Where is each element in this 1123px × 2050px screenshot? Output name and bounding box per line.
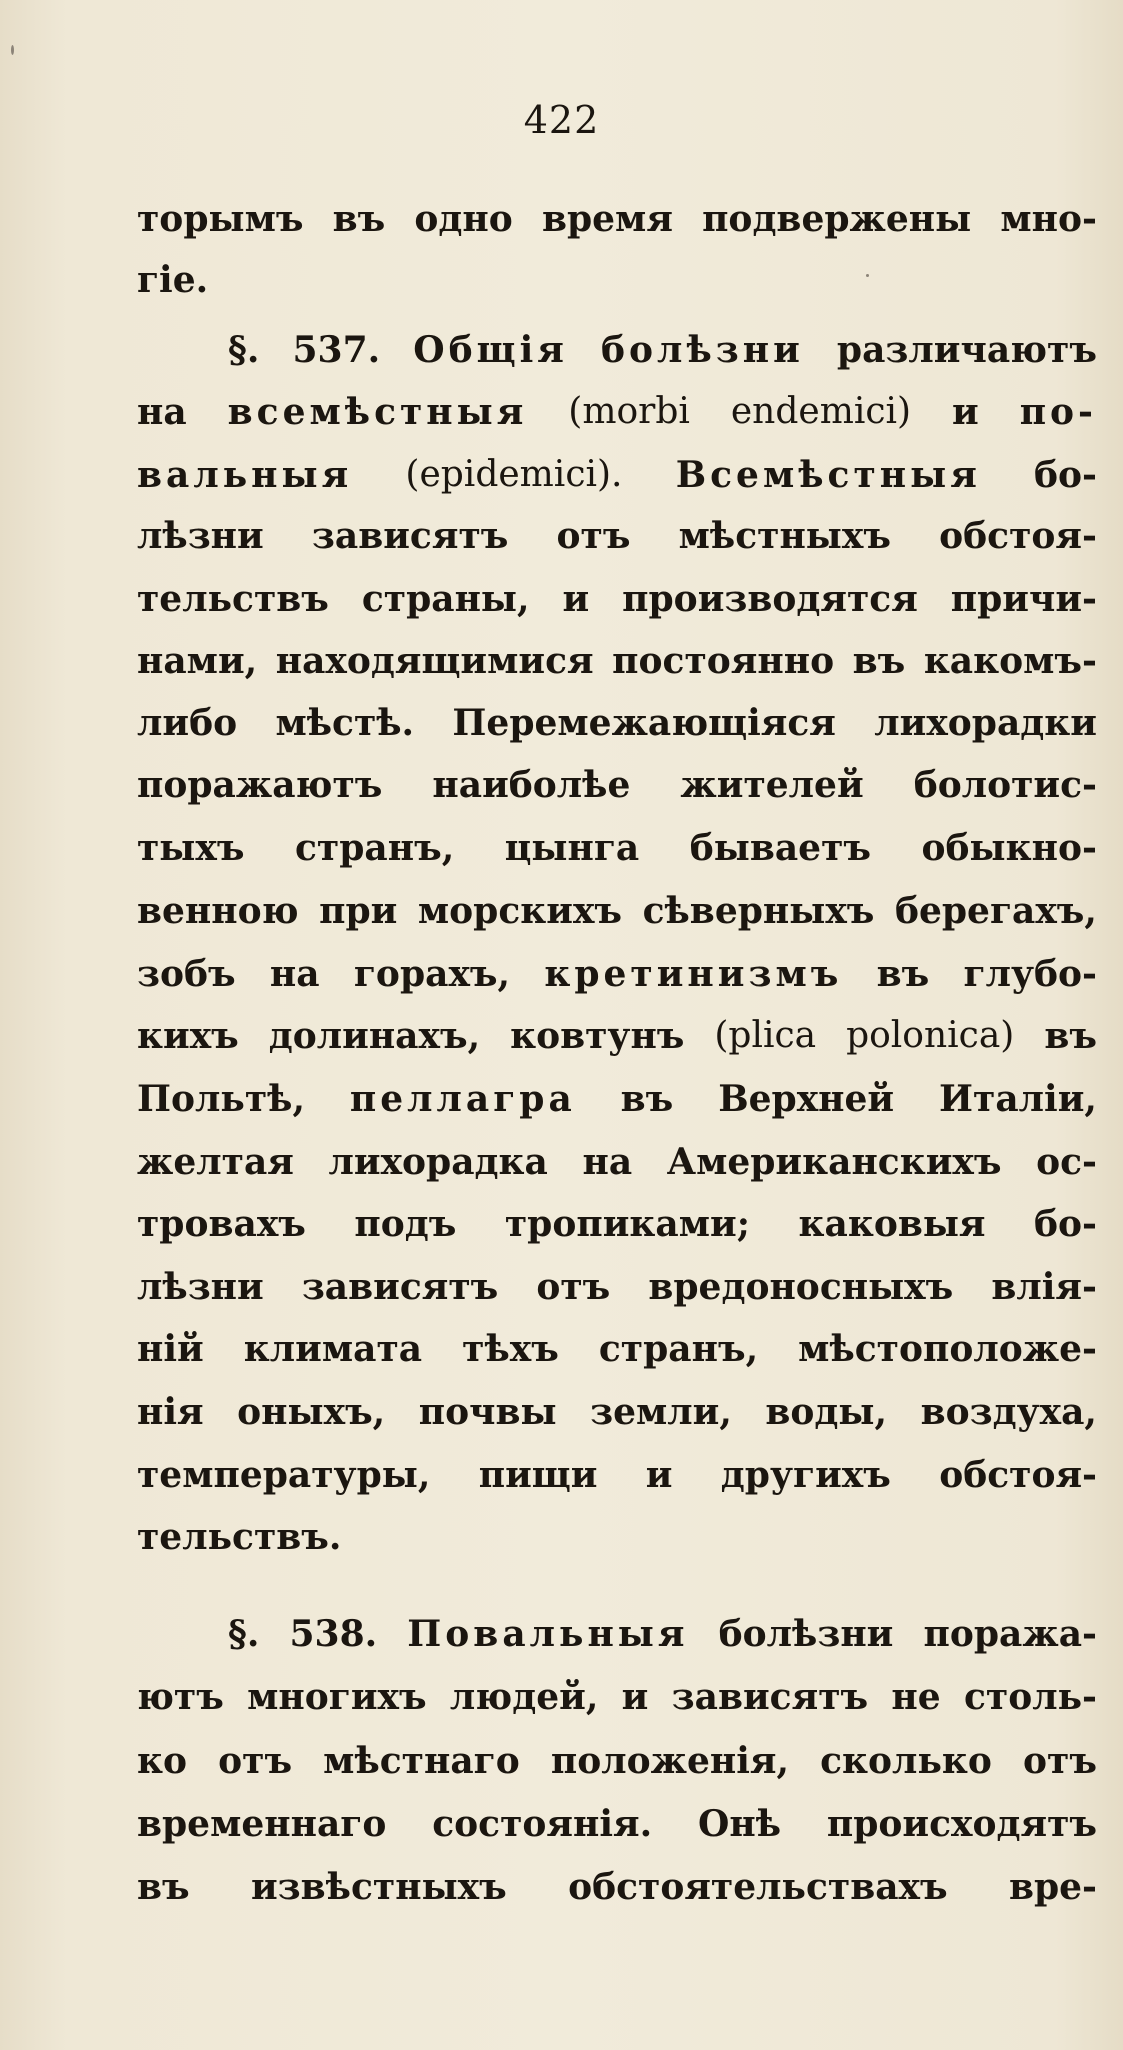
word: тропиками; [504,1203,751,1245]
word: подъ [354,1203,457,1245]
word: обстоятельствахъ [568,1866,948,1908]
text-line [137,1199,1097,1249]
word: зависятъ [311,515,509,557]
word: страны, [361,578,530,620]
text-line [137,194,1097,244]
text-line [137,823,1097,873]
paper-speck [866,274,869,277]
word: причи- [950,578,1097,620]
word: какомъ- [923,640,1097,682]
word: кихъ [137,1015,239,1057]
word: зобъ [137,953,236,995]
word: болотис- [913,764,1097,806]
word: ютъ [137,1676,224,1718]
word: производятся [622,578,918,620]
word: мѣстнаго [323,1740,520,1782]
word: время [541,198,673,240]
text-line [137,1672,1097,1722]
word: состоянія. [432,1803,653,1845]
word: пищи [478,1454,598,1496]
latin-term: (morbi [568,391,690,432]
text-line [137,636,1097,686]
text-line [137,1736,1097,1786]
text-line [137,1011,1097,1061]
word: кретинизмъ [544,953,843,995]
text-line [137,574,1097,624]
word: нами, [137,640,258,682]
text-line [137,387,1097,437]
word: торымъ [137,198,304,240]
word: на [137,391,187,433]
word: лѣзни [137,1266,264,1308]
text-line [137,1512,1097,1562]
latin-term: (plica [714,1015,817,1056]
word: Онѣ [697,1803,782,1845]
word: отъ [556,515,631,557]
word: отъ [536,1266,611,1308]
word: Польтѣ, [137,1078,305,1120]
word: и [621,1676,649,1718]
word: столь- [963,1676,1097,1718]
word: вре- [1008,1866,1097,1908]
word: болѣзни [718,1613,894,1655]
word: воды, [765,1391,888,1433]
word: странъ, [598,1328,759,1370]
section-number: 537. [292,329,381,371]
word: ковтунъ [510,1015,685,1057]
word: ній [137,1328,204,1370]
word: въ [852,640,906,682]
word: ос- [1036,1141,1097,1183]
word: обстоя- [939,515,1097,557]
word: поража- [923,1613,1097,1655]
text-line [137,1074,1097,1124]
word: подвержены [702,198,972,240]
word: лихорадка [328,1141,548,1183]
word: климата [243,1328,423,1370]
text-line [137,698,1097,748]
word: берегахъ, [894,890,1097,932]
word: ко [137,1740,188,1782]
text-line [137,450,1097,500]
word: на [269,953,320,995]
word: Повальныя [407,1613,689,1655]
word: происходятъ [826,1803,1097,1845]
word: вальныя [137,454,353,496]
text-line [137,1862,1097,1912]
text-line [137,255,1097,305]
word: по- [1019,391,1097,433]
word: тельствъ [137,578,329,620]
text-line [137,1387,1097,1437]
word: тельствъ. [137,1516,342,1558]
word: обыкно- [921,827,1097,869]
word: лихорадки [874,702,1097,744]
word: положенія, [550,1740,790,1782]
page-number: 422 [523,98,600,142]
word: Американскихъ [666,1141,1002,1183]
word: болѣзни [601,329,804,371]
word: нія [137,1391,204,1433]
word: въ [137,1866,190,1908]
text-line [137,1450,1097,1500]
word: на [582,1141,633,1183]
word: въ [332,198,386,240]
word: морскихъ [417,890,623,932]
word: мѣстныхъ [678,515,891,557]
word: Общія [413,329,568,371]
word: находящимися [275,640,594,682]
word: тровахъ [137,1203,306,1245]
word: жителей [680,764,864,806]
word: многихъ [247,1676,427,1718]
word: гіе. [137,259,209,301]
word: Всемѣстныя [675,454,981,496]
word: глубо- [963,953,1097,995]
word: Перемежающіяся [452,702,836,744]
paper-speck [11,45,14,55]
word: отъ [1023,1740,1097,1782]
section-heading-line [228,325,1097,375]
text-line [137,1262,1097,1312]
section-mark: §. [228,329,260,371]
word: долинахъ, [268,1015,481,1057]
word: странъ, [295,827,455,869]
word: бо- [1034,1203,1097,1245]
word: бо- [1034,454,1097,496]
latin-term: polonica) [846,1015,1015,1056]
text-line [137,1799,1097,1849]
word: различаютъ [836,329,1097,371]
word: людей, [449,1676,599,1718]
word: постоянно [612,640,835,682]
word: другихъ [720,1454,891,1496]
word: мно- [1000,198,1097,240]
word: влія- [991,1266,1097,1308]
word: бываетъ [689,827,871,869]
word: извѣстныхъ [250,1866,507,1908]
section-number: 538. [289,1613,378,1655]
word: почвы [418,1391,557,1433]
word: мѣстоположе- [798,1328,1097,1370]
word: всемѣстныя [227,391,528,433]
word: зависятъ [301,1266,499,1308]
word: при [319,890,398,932]
word: и [952,391,979,433]
word: Верхней [718,1078,895,1120]
word: и [562,578,590,620]
word: отъ [218,1740,293,1782]
text-line [137,1137,1097,1187]
latin-term: endemici) [730,391,912,432]
word: желтая [137,1141,294,1183]
word: въ [876,953,930,995]
word: временнаго [137,1803,387,1845]
section-heading-line [228,1609,1097,1659]
word: тѣхъ [462,1328,559,1370]
word: либо [137,702,238,744]
word: температуры, [137,1454,431,1496]
word: не [891,1676,941,1718]
word: въ [620,1078,674,1120]
text-line [137,949,1097,999]
word: воздуха, [920,1391,1097,1433]
word: оныхъ, [237,1391,386,1433]
word: поражаютъ [137,764,383,806]
word: каковыя [798,1203,986,1245]
word: мѣстѣ. [275,702,415,744]
text-line [137,760,1097,810]
word: зависятъ [671,1676,869,1718]
word: и [645,1454,673,1496]
section-mark: §. [228,1613,260,1655]
word: пеллагра [349,1078,576,1120]
word: вредоносныхъ [648,1266,954,1308]
word: земли, [590,1391,732,1433]
word: лѣзни [137,515,264,557]
latin-term: (epidemici). [405,454,623,495]
word: тыхъ [137,827,245,869]
text-line [137,511,1097,561]
word: сѣверныхъ [642,890,875,932]
word: Италіи, [939,1078,1097,1120]
word: горахъ, [353,953,511,995]
word: одно [414,198,513,240]
word: наиболѣе [432,764,631,806]
word: цынга [504,827,640,869]
word: сколько [820,1740,992,1782]
word: обстоя- [939,1454,1097,1496]
word: въ [1044,1015,1097,1057]
word: венною [137,890,299,932]
text-line [137,886,1097,936]
text-line [137,1324,1097,1374]
